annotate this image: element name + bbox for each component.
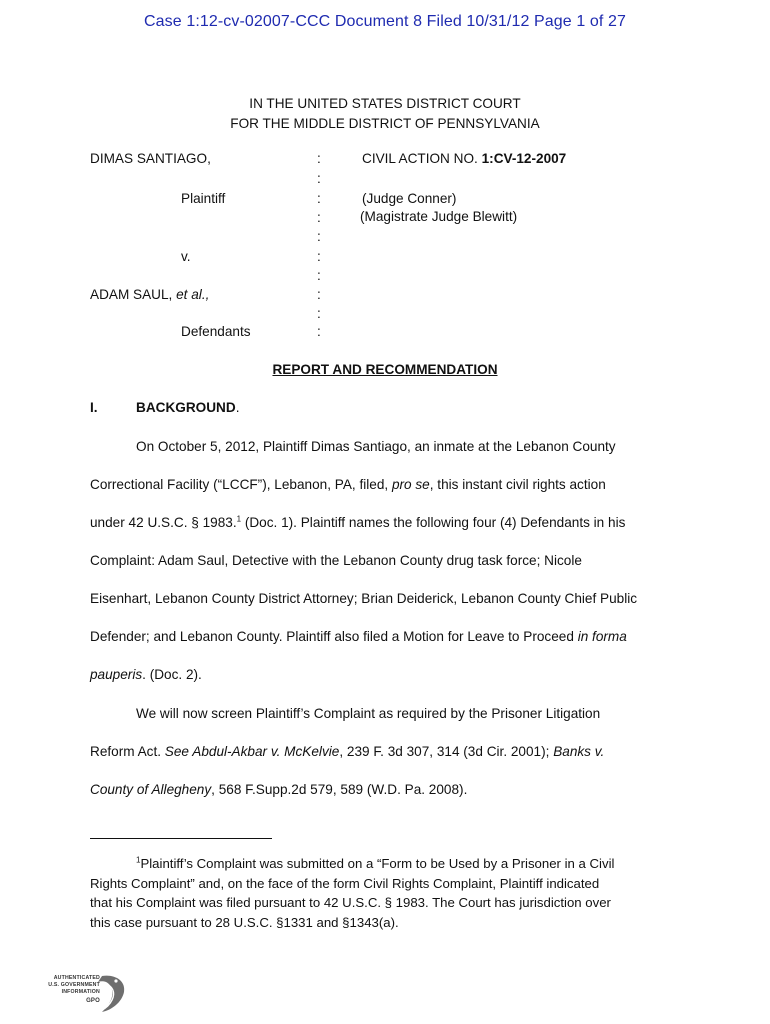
footnote-line: Rights Complaint” and, on the face of the form Civil Rights Complaint, Plaintiff indicated [90, 875, 600, 891]
body-text: under 42 U.S.C. § 1983. [90, 515, 237, 530]
civil-action-label: CIVIL ACTION NO. [362, 151, 478, 166]
body-line [90, 782, 467, 797]
body-text: Defender; and Lebanon County. Plaintiff also filed a Motion for Leave to Proceed [90, 629, 574, 644]
footnote [90, 854, 680, 932]
court-heading-line-2: FOR THE MIDDLE DISTRICT OF PENNSYLVANIA [230, 116, 540, 131]
body-italic: See Abdul-Akbar v. McKelvie [164, 744, 340, 759]
body-italic: Banks v. [553, 744, 605, 759]
section-title-suffix: . [235, 400, 240, 415]
court-heading [0, 94, 770, 134]
body-line [90, 515, 625, 530]
defendant-name-text: ADAM SAUL, [90, 287, 173, 302]
case-header-stamp: Case 1:12-cv-02007-CCC Document 8 Filed 10/31/12 Page 1 of 27 [144, 13, 626, 30]
caption-colon: : [317, 249, 321, 264]
caption-colon: : [317, 210, 321, 225]
civil-action [362, 151, 566, 166]
seal-text: U.S. GOVERNMENT [48, 982, 100, 988]
body-text: , 239 F. 3d 307, 314 (3d Cir. 2001); [339, 744, 550, 759]
civil-action-number: 1:CV-12-2007 [481, 151, 567, 166]
body-line [90, 667, 202, 682]
body-line [90, 744, 604, 759]
defendant-role: Defendants [181, 324, 251, 339]
gpo-authentication-seal [42, 972, 132, 1018]
caption-colon: : [317, 151, 321, 166]
caption-colon: : [317, 229, 321, 244]
body-text: . (Doc. 2). [142, 667, 202, 682]
footnote-reference: 1 [236, 514, 242, 524]
body-text: (Doc. 1). Plaintiff names the following four (4) Defendants in his [241, 515, 626, 530]
body-line [90, 629, 627, 644]
caption-colon: : [317, 171, 321, 186]
seal-text: AUTHENTICATED [53, 975, 100, 981]
body-line [90, 477, 606, 492]
plaintiff-role: Plaintiff [181, 191, 226, 206]
caption-colon: : [317, 191, 321, 206]
footnote-marker: 1 [136, 855, 141, 865]
caption-colon: : [317, 287, 321, 302]
body-italic: pro se [391, 477, 430, 492]
versus-label: v. [181, 249, 191, 264]
magistrate-judge-name: (Magistrate Judge Blewitt) [360, 209, 518, 224]
body-line: Complaint: Adam Saul, Detective with the Lebanon County drug task force; Nicole [90, 553, 582, 568]
caption-colon: : [317, 324, 321, 339]
body-text: Correctional Facility (“LCCF”), Lebanon, PA, filed, [90, 477, 389, 492]
section-number: I. [90, 400, 98, 415]
footnote-line: that his Complaint was filed pursuant to 42 U.S.C. § 1983. The Court has jurisdiction over [90, 895, 611, 911]
defendant-et-al: et al., [176, 287, 210, 302]
footnote-line [90, 854, 680, 874]
caption-colon: : [317, 306, 321, 321]
body-line: Eisenhart, Lebanon County District Attorney; Brian Deiderick, Lebanon County Chief Public [90, 591, 638, 606]
body-line: On October 5, 2012, Plaintiff Dimas Santiago, an inmate at the Lebanon County [136, 439, 616, 454]
body-italic: County of Allegheny [90, 782, 212, 797]
footnote-line: this case pursuant to 28 U.S.C. §1331 and §1343(a). [90, 914, 399, 930]
judge-name: (Judge Conner) [362, 191, 457, 206]
seal-text: INFORMATION [61, 989, 100, 995]
footnote-text: Plaintiff’s Complaint was submitted on a “Form to be Used by a Prisoner in a Civil [140, 856, 615, 871]
section-title [136, 400, 239, 415]
court-heading-line-1: IN THE UNITED STATES DISTRICT COURT [249, 96, 521, 111]
plaintiff-name: DIMAS SANTIAGO, [90, 151, 211, 166]
caption-colon: : [317, 268, 321, 283]
seal-text: GPO [86, 998, 100, 1004]
body-text: , 568 F.Supp.2d 579, 589 (W.D. Pa. 2008). [211, 782, 468, 797]
report-title: REPORT AND RECOMMENDATION [272, 362, 498, 377]
defendant-name [90, 287, 209, 302]
footnote-divider [90, 838, 272, 839]
body-line: We will now screen Plaintiff’s Complaint as required by the Prisoner Litigation [136, 706, 601, 721]
body-text: , this instant civil rights action [429, 477, 606, 492]
body-text: Reform Act. [90, 744, 162, 759]
body-italic: pauperis [90, 667, 143, 682]
section-title-text: BACKGROUND [136, 400, 236, 415]
body-italic: in forma [577, 629, 627, 644]
